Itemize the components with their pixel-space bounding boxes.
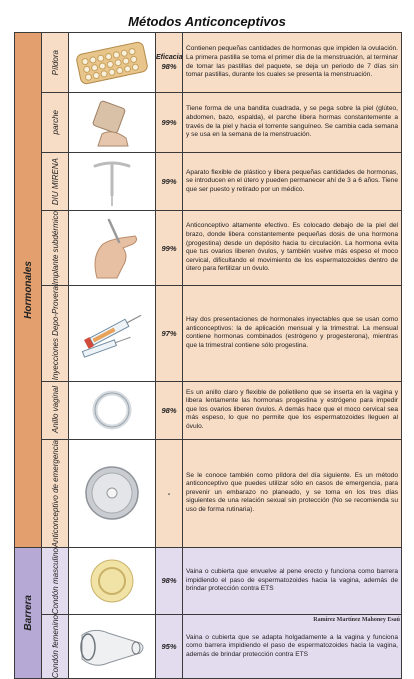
method-name: Condón masculino <box>42 547 69 614</box>
method-name: DIU MIRENA <box>42 153 69 211</box>
method-name: Anillo vaginal <box>42 381 69 439</box>
category-hormonales: Hormonales <box>15 33 42 548</box>
method-description: Es un anillo claro y flexible de polietileno que se inserta en la vagina y libera lentamente las hormonas progestina y estrógeno para impedir que los ovarios liberen óvulos. A demás hace que el moco cervical sea más espeso, lo que no permite que los espermatozoides lleguen al óvulo. <box>183 381 402 439</box>
table-row <box>15 547 402 614</box>
table-row <box>15 153 402 211</box>
method-name: Anticonceptivo de emergencia <box>42 439 69 547</box>
pill-pack-icon <box>69 33 156 93</box>
efficacy-value: 98% <box>156 381 183 439</box>
method-name: Implante subdérmico <box>42 211 69 286</box>
patch-icon <box>69 93 156 153</box>
method-name: Píldora <box>42 33 69 93</box>
efficacy-value: 99% <box>156 153 183 211</box>
table-row <box>15 33 402 93</box>
table-row <box>15 93 402 153</box>
method-description: Hay dos presentaciones de hormonales inyectables que se usan como anticonceptivos: la de aplicación mensual y la trimestral. La mensual contiene hormonas combinados (estrógeno y progesterona), mientras que la trimestral contiene sólo progestina. <box>183 286 402 381</box>
efficacy-value: 99% <box>156 93 183 153</box>
page-title: Métodos Anticonceptivos <box>128 14 286 29</box>
efficacy-value: 97% <box>156 286 183 381</box>
efficacy-value: 98% <box>156 547 183 614</box>
method-name: Condón femenino <box>42 615 69 679</box>
method-description: Vaina o cubierta que envuelve al pene erecto y funciona como barrera impidiendo el paso de espermatozoides hacia la vagina, además de brindar protección contra ETS <box>183 547 402 614</box>
table-row <box>15 439 402 547</box>
male-condom-icon <box>69 547 156 614</box>
method-description: Aparato flexible de plástico y libera pequeñas cantidades de hormonas, se introducen en el útero y pueden permanecer ahí de 3 a 6 años. Tiene que ser puesto y retirado por un médico. <box>183 153 402 211</box>
syringe-icon <box>69 286 156 381</box>
female-condom-icon <box>69 615 156 679</box>
category-barrera: Barrera <box>15 547 42 678</box>
efficacy-value: 95% <box>156 615 183 679</box>
table-row <box>15 615 402 679</box>
table-row <box>15 286 402 381</box>
efficacy-value: - <box>156 439 183 547</box>
methods-table <box>14 32 402 679</box>
iud-icon <box>69 153 156 211</box>
method-description: Contienen pequeñas cantidades de hormonas que impiden la ovulación. La primera pastilla se toma el primer día de la menstruación, al terminar de tomar las pastillas del paquete, se deja un periodo de 7 días sin tomar pastillas, durante los cuales se presenta la menstruación. <box>183 33 402 93</box>
table-row <box>15 211 402 286</box>
method-description: Vaina o cubierta que se adapta holgadamente a la vagina y funciona como barrera impidiendo el paso de espermatozoides hacia la vagina, además de brindar protección contra ETS <box>183 615 402 679</box>
method-name: Inyecciones Depo-Provera <box>42 286 69 381</box>
table-row <box>15 381 402 439</box>
efficacy-cell <box>156 33 183 93</box>
method-description: Se le conoce también como píldora del día siguiente. Es un método anticonceptivo que puedes utilizar sólo en casos de emergencia, para prevenir un embarazo no planeado, y se toma en los tres días siguientes de una relación sexual sin protección (No se recomienda su uso de forma rutinaria). <box>183 439 402 547</box>
efficacy-header: Eficacia <box>156 54 183 61</box>
efficacy-value: 98% <box>161 62 177 71</box>
author-credit: Ramírez Martínez Mahoney Esaú <box>313 617 400 623</box>
ring-icon <box>69 381 156 439</box>
efficacy-value: 99% <box>156 211 183 286</box>
method-name: parche <box>42 93 69 153</box>
implant-icon <box>69 211 156 286</box>
method-description: Tiene forma de una bandita cuadrada, y se pega sobre la piel (glúteo, abdomen, bazo, espalda), el parche libera hormas constantemente a través de la piel y hacia el torrente sanguíneo. Se cambia cada semana y se usa en la semana de la menstruación. <box>183 93 402 153</box>
emergency-pill-icon <box>69 439 156 547</box>
method-description: Anticonceptivo altamente efectivo. Es colocado debajo de la piel del brazo, donde libera constantemente pequeñas dosis de una hormona (progestina) desde un depósito hacia tu circulación. La hormona evita que tus ovarios liberen óvulos, y también vuelve más espeso el moco cervical, dificultando el movimiento de los espermatozoides dentro de útero para fertilizar un óvulo. <box>183 211 402 286</box>
